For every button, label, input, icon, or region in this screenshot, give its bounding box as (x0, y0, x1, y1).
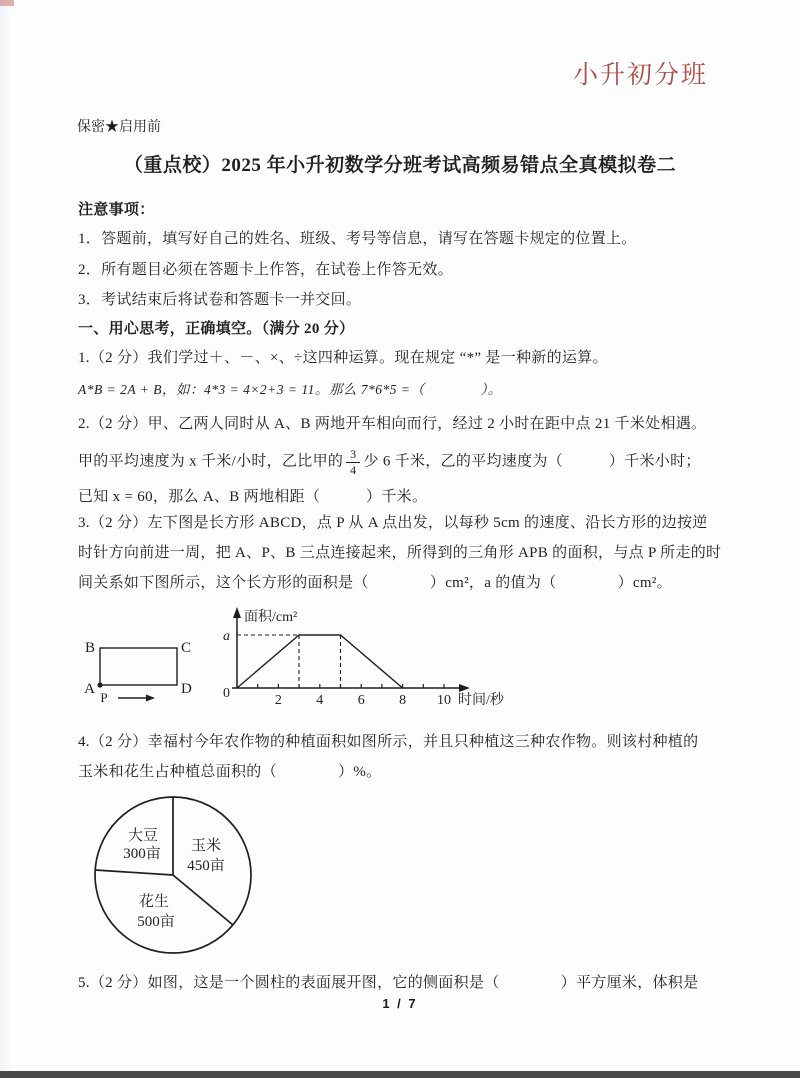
notice-heading: 注意事项： (78, 202, 155, 218)
question-2-line-1: 2.（2 分）甲、乙两人同时从 A、B 两地开车相向而行，经过 2 小时在距中点 21 千米处相遇。 (78, 416, 707, 432)
graph-a-label: a (223, 629, 230, 644)
question-4-line-2: 玉米和花生占种植总面积的（ ）%。 (78, 764, 382, 780)
question-4-line-1: 4.（2 分）幸福村今年农作物的种植面积如图所示，并且只种植这三种农作物。则该村种植的 (78, 734, 699, 750)
notice-item-1: 1．答题前，填写好自己的姓名、班级、考号等信息，请写在答题卡规定的位置上。 (78, 231, 637, 247)
question-3-line-1: 3.（2 分）左下图是长方形 ABCD，点 P 从 A 点出发，以每秒 5cm 的速度、沿长方形的边按逆 (78, 515, 708, 531)
fraction-three-quarters (346, 448, 360, 476)
graph-xtick-4: 4 (316, 693, 324, 708)
question-3-line-3: 间关系如下图所示，这个长方形的面积是（ ）cm²，a 的值为（ ）cm²。 (78, 575, 672, 591)
question-2-line-3: 已知 x = 60，那么 A、B 两地相距（ ）千米。 (78, 489, 428, 505)
pie-label-corn-area: 450亩 (187, 858, 225, 874)
question-2-line-2-prefix: 甲的平均速度为 x 千米/小时，乙比甲的 (78, 453, 344, 470)
notice-item-2: 2．所有题目必须在答题卡上作答，在试卷上作答无效。 (78, 262, 454, 278)
graph-origin-label: 0 (223, 686, 230, 701)
p-direction-arrowhead (146, 695, 155, 702)
question-1-formula: A*B = 2A + B，如：4*3 = 4×2+3 = 11。那么 7*6*5 =（ ）。 (78, 382, 502, 397)
pie-label-soybean-name: 大豆 (127, 828, 159, 844)
graph-y-arrowhead (233, 607, 241, 618)
graph-area-curve (237, 635, 403, 688)
question-2-line-2-suffix: 少 6 千米，乙的平均速度为（ ）千米小时； (363, 453, 701, 470)
graph-xtick-6: 6 (357, 693, 365, 708)
rect-label-p: P (100, 690, 108, 705)
scan-corner-mark (0, 0, 14, 6)
question-2-line-2 (78, 448, 701, 476)
watermark-brand: 小升初分班 (572, 62, 708, 89)
rect-label-d: D (181, 681, 192, 697)
fraction-denominator: 4 (350, 462, 357, 477)
question-4-pie-chart (85, 788, 270, 968)
graph-y-axis-label: 面积/cm² (244, 610, 298, 625)
rect-label-a: A (84, 681, 95, 697)
scan-bottom-edge (0, 1071, 800, 1078)
graph-x-axis-label: 时间/秒 (458, 693, 504, 708)
graph-xtick-8: 8 (399, 693, 407, 708)
question-5-line-1: 5.（2 分）如图，这是一个圆柱的表面展开图，它的侧面积是（ ）平方厘米，体积是 (78, 975, 699, 991)
rect-label-c: C (181, 640, 192, 656)
graph-x-arrowhead (459, 684, 470, 692)
fraction-numerator: 3 (346, 448, 360, 463)
pie-label-peanut-name: 花生 (138, 894, 170, 910)
question-3-figure (62, 604, 542, 718)
section-1-heading: 一、用心思考，正确填空。（满分 20 分） (78, 321, 355, 337)
question-3-line-2: 时针方向前进一周，把 A、P、B 三点连接起来，所得到的三角形 APB 的面积，与点 P 所走的时 (78, 545, 722, 561)
page-title: （重点校）2025 年小升初数学分班考试高频易错点全真模拟卷二 (123, 155, 677, 176)
pie-label-peanut-area: 500亩 (137, 914, 175, 930)
rectangle-abcd (100, 648, 177, 685)
notice-item-3: 3．考试结束后将试卷和答题卡一并交回。 (78, 292, 362, 308)
secrecy-notice: 保密★启用前 (77, 120, 161, 135)
pie-label-soybean-area: 300亩 (123, 846, 161, 862)
graph-xtick-2: 2 (274, 693, 282, 708)
point-p-dot (97, 682, 102, 687)
rect-label-b: B (84, 640, 95, 656)
graph-xtick-10: 10 (437, 693, 451, 708)
page-number: 1 / 7 (382, 996, 418, 1011)
pie-label-corn-name: 玉米 (190, 838, 222, 854)
question-1-line-1: 1.（2 分）我们学过＋、－、×、÷这四种运算。现在规定 “*” 是一种新的运算。 (78, 350, 608, 366)
